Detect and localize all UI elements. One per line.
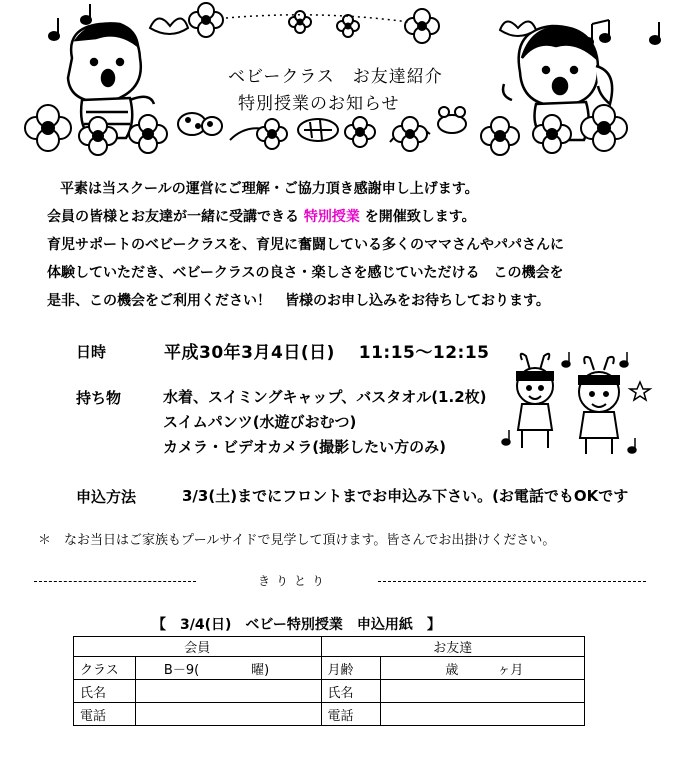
form-title: 【 3/4(日) ベビー特別授業 申込用紙 】 [152, 617, 441, 633]
special-class-highlight: 特別授業 [303, 209, 360, 225]
cut-here-label: きりとり [258, 574, 331, 588]
class-label: クラス [74, 657, 136, 680]
bunny-kids-icon [500, 352, 650, 462]
age-field[interactable]: 歳 ヶ月 [381, 657, 585, 680]
class-field[interactable]: B－9( 曜) [135, 657, 321, 680]
age-label: 月齢 [321, 657, 381, 680]
item-1: 水着、スイミングキャップ、バスタオル(1.2枚) [163, 388, 487, 406]
intro-line-4: 体験していただき、ベビークラスの良さ・楽しさを感じていただける この機会を [47, 265, 564, 281]
cut-line-right [378, 581, 646, 582]
member-phone-label: 電話 [74, 703, 136, 726]
friend-name-label: 氏名 [321, 680, 381, 703]
friend-phone-label: 電話 [321, 703, 381, 726]
member-header: 会員 [74, 637, 322, 657]
friend-phone-field[interactable] [381, 703, 585, 726]
intro-line-3: 育児サポートのベビークラスを、育児に奮闘している多くのママさんやパパさんに [47, 237, 565, 253]
apply-label: 申込方法 [76, 488, 137, 506]
item-2: スイムパンツ(水遊びおむつ) [163, 413, 357, 431]
item-3: カメラ・ビデオカメラ(撮影したい方のみ) [163, 438, 446, 456]
date-label: 日時 [76, 343, 107, 361]
intro-line-1: 平素は当スクールの運営にご理解・ご協力頂き感謝申し上げます。 [60, 181, 479, 197]
intro-line-2 [47, 205, 476, 229]
intro-line-2-after: を開催致します。 [364, 209, 476, 225]
intro-line-2-before: 会員の皆様とお友達が一緒に受講できる [47, 209, 299, 225]
apply-value: 3/3(土)までにフロントまでお申込み下さい。(お電話でもOKです [182, 487, 629, 505]
friend-header: お友達 [321, 637, 584, 657]
cut-line-left [34, 581, 196, 582]
friend-name-field[interactable] [381, 680, 585, 703]
title-line-2: 特別授業のお知らせ [238, 94, 400, 114]
member-phone-field[interactable] [135, 703, 321, 726]
decorative-arc [226, 15, 408, 22]
visitor-note: ＊ なお当日はご家族もプールサイドで見学して頂けます。皆さんでお出掛けください。 [38, 533, 556, 548]
date-value: 平成30年3月4日(日) 11:15～12:15 [164, 343, 490, 363]
flowers-icon [150, 3, 536, 43]
member-name-field[interactable] [135, 680, 321, 703]
member-name-label: 氏名 [74, 680, 136, 703]
intro-line-5: 是非、この機会をご利用ください！ 皆様のお申し込みをお待ちしております。 [47, 293, 550, 309]
application-form-table [73, 636, 585, 726]
items-label: 持ち物 [76, 389, 122, 407]
title-line-1: ベビークラス お友達紹介 [228, 67, 443, 87]
